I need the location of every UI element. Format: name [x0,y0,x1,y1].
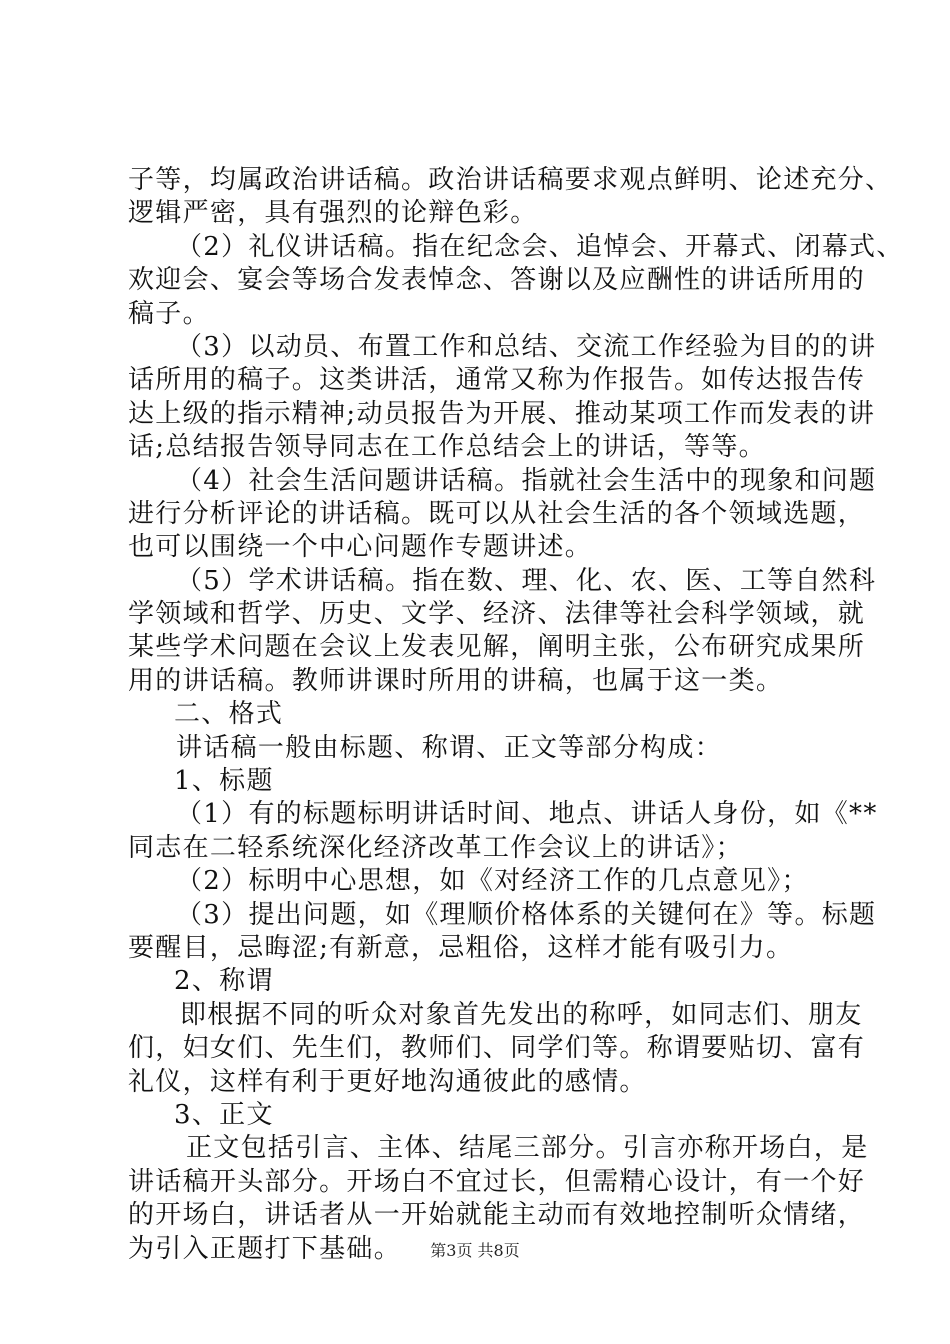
text-line: （3）提出问题，如《理顺价格体系的关键何在》等。标题 [176,899,877,930]
text-line: （5）学术讲话稿。指在数、理、化、农、医、工等自然科 [176,565,877,596]
text-line: 要醒目，忌晦涩;有新意，忌粗俗，这样才能有吸引力。 [128,932,794,963]
text-line: 话所用的稿子。这类讲活，通常又称为作报告。如传达报告传 [128,365,866,396]
text-line: 学领域和哲学、历史、文学、经济、法律等社会科学领域，就 [128,599,866,630]
text-line: 进行分析评论的讲话稿。既可以从社会生活的各个领域选题， [128,498,866,529]
text-line: 话;总结报告领导同志在工作总结会上的讲话，等等。 [128,432,766,463]
text-line: 稿子。 [128,298,210,329]
document-body [128,164,904,1266]
text-line: （4）社会生活问题讲话稿。指就社会生活中的现象和问题 [176,465,877,496]
text-line: 子等，均属政治讲话稿。政治讲话稿要求观点鲜明、论述充分、 [128,165,893,195]
text-line: （2）礼仪讲话稿。指在纪念会、追悼会、开幕式、闭幕式、 [176,231,904,262]
text-line: （3）以动员、布置工作和总结、交流工作经验为目的的讲 [176,331,877,362]
text-line: 同志在二轻系统深化经济改革工作会议上的讲话》； [128,832,743,863]
text-line: 1、标题 [174,766,274,797]
text-line: 3、正文 [174,1099,274,1130]
text-line: 们，妇女们、先生们，教师们、同学们等。称谓要贴切、富有 [128,1033,866,1064]
text-line: 二、格式 [174,699,284,730]
text-line: 为引入正题打下基础。 [128,1233,402,1264]
text-line: 也可以围绕一个中心问题作专题讲述。 [128,532,593,563]
text-line: 正文包括引言、主体、结尾三部分。引言亦称开场白，是 [186,1133,869,1164]
page-footer: 第3页 共8页 [430,1241,520,1260]
text-line: 某些学术问题在会议上发表见解，阐明主张，公布研究成果所 [128,632,866,663]
text-line: 2、称谓 [174,966,274,997]
text-line: 欢迎会、宴会等场合发表悼念、答谢以及应酬性的讲话所用的 [128,265,866,296]
text-line: 用的讲话稿。教师讲课时所用的讲稿，也属于这一类。 [128,665,784,696]
text-line: （1）有的标题标明讲话时间、地点、讲话人身份，如《** [176,799,878,830]
text-line: 的开场白，讲话者从一开始就能主动而有效地控制听众情绪， [128,1200,866,1231]
text-line: 即根据不同的听众对象首先发出的称呼，如同志们、朋友 [180,999,863,1030]
text-line: 讲话稿一般由标题、称谓、正文等部分构成： [176,732,723,763]
text-line: 逻辑严密，具有强烈的论辩色彩。 [128,198,538,229]
text-line: 达上级的指示精神;动员报告为开展、推动某项工作而发表的讲 [128,398,876,429]
text-line: 礼仪，这样有利于更好地沟通彼此的感情。 [128,1066,647,1097]
text-line: 讲话稿开头部分。开场白不宜过长，但需精心设计，有一个好 [128,1166,866,1197]
text-line: （2）标明中心思想，如《对经济工作的几点意见》； [176,866,809,897]
